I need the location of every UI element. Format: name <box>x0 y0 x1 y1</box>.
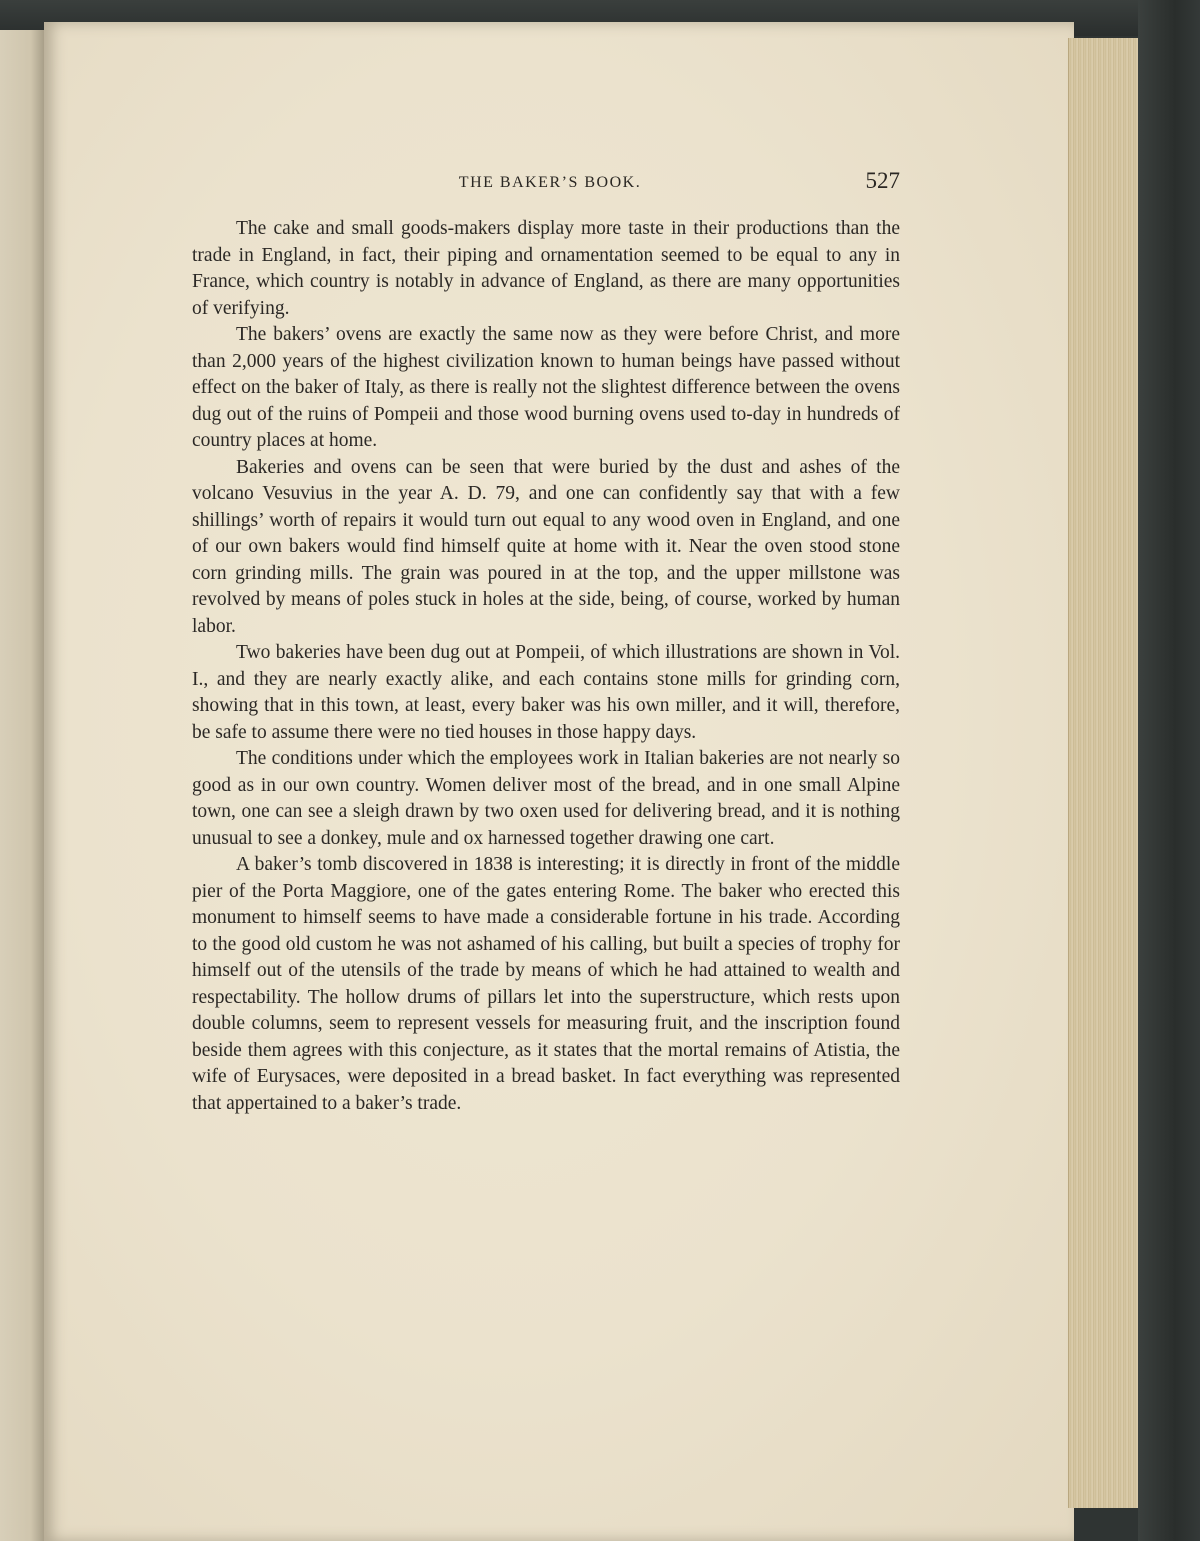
paragraph: Two bakeries have been dug out at Pompeii, of which illustrations are shown in Vol. I., and they are nearly exactly alike, and each contains stone mills for grinding corn, showing that in this town, at least, every baker was his own miller, and it will, therefore, be safe to assume there were no tied houses in those happy days. <box>192 642 900 743</box>
paragraph: A baker’s tomb discovered in 1838 is interesting; it is directly in front of the middle pier of the Porta Maggiore, one of the gates entering Rome. The baker who erected this monument to himself seems to have made a considerable fortune in his trade. According to the good old custom he was not ashamed of his calling, but built a species of trophy for himself out of the utensils of the trade by means of which he had attained to wealth and respectability. The hollow drums of pillars let into the superstructure, which rests upon double columns, seem to represent vessels for measuring fruit, and the inscription found beside them agrees with this conjecture, as it states that the mortal remains of Atistia, the wife of Eurysaces, were deposited in a bread basket. In fact everything was represented that appertained to a baker’s trade. <box>192 854 900 1114</box>
facing-page-edge <box>0 30 46 1541</box>
page-stack-edges <box>1068 38 1141 1508</box>
body-text <box>192 216 900 1117</box>
paragraph: The bakers’ ovens are exactly the same now as they were before Christ, and more than 2,000 years of the highest civilization known to human beings have passed without effect on the baker of Italy, as there is really not the slightest difference between the ovens dug out of the ruins of Pompeii and those wood burning ovens used to-day in hundreds of country places at home. <box>192 324 900 451</box>
page-header <box>190 166 910 200</box>
paragraph: The conditions under which the employees work in Italian bakeries are not nearly so good as in our own country. Women deliver most of the bread, and in one small Alpine town, one can see a sleigh drawn by two oxen used for delivering bread, and it is nothing unusual to see a donkey, mule and ox harnessed together drawing one cart. <box>192 748 900 849</box>
paragraph: Bakeries and ovens can be seen that were buried by the dust and ashes of the volcano Vesuvius in the year A. D. 79, and one can confidently say that with a few shillings’ worth of repairs it would turn out equal to any wood oven in England, and one of our own bakers would find himself quite at home with it. Near the oven stood stone corn grinding mills. The grain was poured in at the top, and the upper millstone was revolved by means of poles stuck in holes at the side, being, of course, worked by human labor. <box>192 456 900 637</box>
paragraph: The cake and small goods-makers display more taste in their productions than the trade in England, in fact, their piping and ornamentation seemed to be equal to any in France, which country is notably in advance of England, as there are many opportunities of verifying. <box>192 218 900 319</box>
running-head: THE BAKER’S BOOK. <box>458 174 642 191</box>
page-number: 527 <box>865 168 900 193</box>
book-cover-right-edge <box>1138 0 1200 1541</box>
